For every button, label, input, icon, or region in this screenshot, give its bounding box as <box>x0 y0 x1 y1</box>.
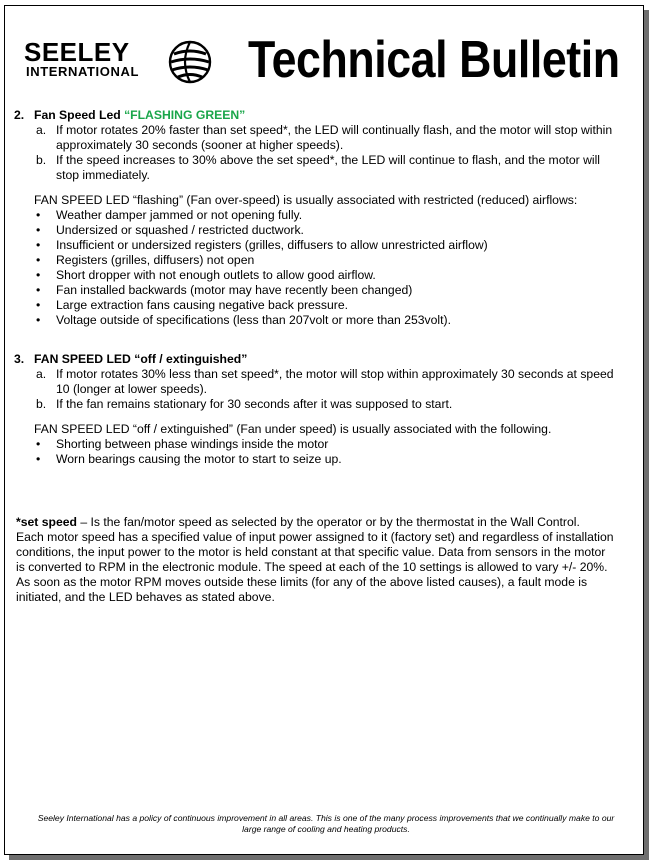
list-item <box>14 208 634 223</box>
section-2-intro: FAN SPEED LED “flashing” (Fan over-speed) is usually associated with restricted (reduced) airflows: <box>34 193 578 207</box>
list-item <box>14 268 634 283</box>
list-item-text: Undersized or squashed / restricted ductwork. <box>56 223 304 237</box>
seeley-logo <box>24 38 204 84</box>
item-line: If motor rotates 30% less than set speed*, the motor will stop within approximately 30 seconds at speed <box>56 367 614 381</box>
bullet-icon: • <box>36 437 41 451</box>
list-item <box>14 298 634 313</box>
list-item-text: Registers (grilles, diffusers) not open <box>56 253 255 267</box>
note-line: conditions, the input power to the motor is held constant at that specific value. Data from sensors in the motor <box>16 545 606 559</box>
section-2-item-a <box>14 123 634 153</box>
logo-subtitle: INTERNATIONAL <box>26 64 139 79</box>
list-item-text: Large extraction fans causing negative back pressure. <box>56 298 348 312</box>
footer-disclaimer <box>16 813 636 835</box>
page-title: Technical Bulletin <box>248 31 620 89</box>
bullet-icon: • <box>36 238 41 252</box>
list-item <box>14 238 634 253</box>
list-item <box>14 253 634 268</box>
item-line: If the fan remains stationary for 30 seconds after it was supposed to start. <box>56 397 453 411</box>
section-2-title: Fan Speed Led <box>34 108 125 122</box>
list-item-text: Weather damper jammed or not opening fully. <box>56 208 303 222</box>
list-item <box>14 452 634 467</box>
logo-word: SEELEY <box>24 37 130 67</box>
bullet-icon: • <box>36 268 41 282</box>
section-2-title-highlight: “FLASHING GREEN” <box>124 108 246 122</box>
item-line: approximately 30 seconds (sooner at higher speeds). <box>56 138 344 152</box>
item-label: b. <box>36 153 47 167</box>
note-line: initiated, and the LED behaves as stated above. <box>16 590 275 604</box>
bullet-icon: • <box>36 298 41 312</box>
bullet-icon: • <box>36 283 41 297</box>
list-item-text: Shorting between phase windings inside the motor <box>56 437 329 451</box>
item-line: If motor rotates 20% faster than set speed*, the LED will continually flash, and the motor will stop within <box>56 123 613 137</box>
list-item <box>14 283 634 298</box>
note-line: Each motor speed has a specified value of input power assigned to it (factory set) and regardless of installation <box>16 530 614 544</box>
bullet-icon: • <box>36 253 41 267</box>
bullet-icon: • <box>36 208 41 222</box>
section-2-number: 2. <box>14 108 25 122</box>
set-speed-note <box>14 515 634 605</box>
item-line: If the speed increases to 30% above the set speed*, the LED will continue to flash, and the motor will <box>56 153 601 167</box>
section-3-bullet-list <box>14 437 634 467</box>
section-3-item-a <box>14 367 634 397</box>
section-2-heading <box>14 108 634 123</box>
note-line: – Is the fan/motor speed as selected by the operator or by the thermostat in the Wall Control. <box>76 515 580 529</box>
list-item <box>14 437 634 452</box>
item-label: b. <box>36 397 47 411</box>
section-3-heading <box>14 352 634 367</box>
globe-icon <box>168 40 212 84</box>
footer-line: large range of cooling and heating products. <box>242 824 410 834</box>
section-3-intro: FAN SPEED LED “off / extinguished” (Fan under speed) is usually associated with the following. <box>34 422 552 436</box>
section-2-item-b <box>14 153 634 183</box>
bullet-icon: • <box>36 223 41 237</box>
footer-line: Seeley International has a policy of continuous improvement in all areas. This is one of the many process improvements that we continually make to our <box>37 813 615 823</box>
bullet-icon: • <box>36 313 41 327</box>
item-label: a. <box>36 367 47 381</box>
list-item <box>14 313 634 328</box>
note-term: *set speed <box>16 515 77 529</box>
bulletin-content <box>14 108 634 605</box>
item-line: 10 (longer at lower speeds). <box>56 382 208 396</box>
bullet-icon: • <box>36 452 41 466</box>
list-item-text: Short dropper with not enough outlets to allow good airflow. <box>56 268 376 282</box>
list-item-text: Insufficient or undersized registers (grilles, diffusers to allow unrestricted airflow) <box>56 238 488 252</box>
note-line: is converted to RPM in the electronic module. The speed at each of the 10 settings is allowed to vary +/- 20%. <box>16 560 608 574</box>
section-3-number: 3. <box>14 352 25 366</box>
list-item-text: Worn bearings causing the motor to start to seize up. <box>56 452 342 466</box>
section-3-item-b <box>14 397 634 412</box>
note-line: As soon as the motor RPM moves outside these limits (for any of the above listed causes), a fault mode is <box>16 575 588 589</box>
list-item-text: Voltage outside of specifications (less than 207volt or more than 253volt). <box>56 313 451 327</box>
list-item <box>14 223 634 238</box>
section-2-bullet-list <box>14 208 634 328</box>
item-label: a. <box>36 123 47 137</box>
item-line: stop immediately. <box>56 168 150 182</box>
section-3-title: FAN SPEED LED “off / extinguished” <box>34 352 248 366</box>
list-item-text: Fan installed backwards (motor may have recently been changed) <box>56 283 413 297</box>
